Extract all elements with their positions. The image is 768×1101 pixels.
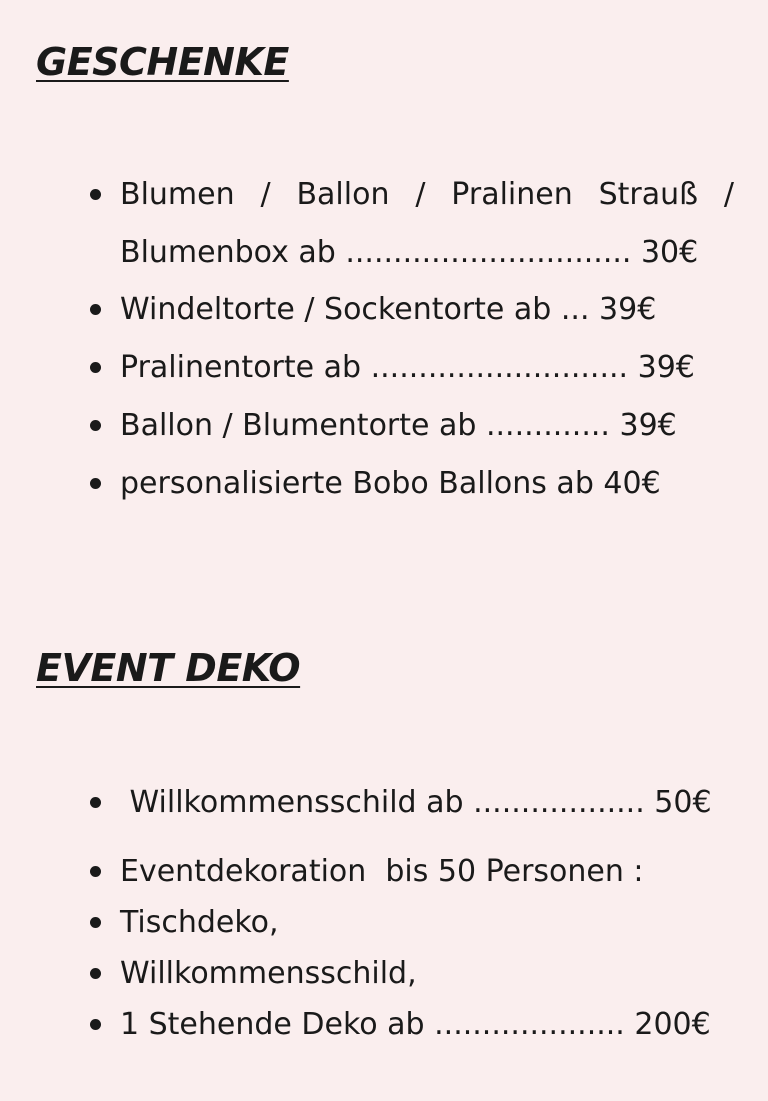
list-item-text: Eventdekoration bis 50 Personen : [120, 854, 644, 889]
bullet-icon [90, 304, 101, 315]
list-item-text [120, 176, 734, 214]
list-item-text: Willkommensschild ab .................. 50€ [120, 785, 712, 820]
list-item-text: Ballon / Blumentorte ab ............. 39€ [120, 408, 677, 443]
bullet-icon [90, 968, 101, 979]
list-item-word: / [415, 177, 426, 212]
bullet-icon [90, 917, 101, 928]
list-item-word: / [723, 177, 734, 212]
bullet-icon [90, 1019, 101, 1030]
list-item-word: Strauß [598, 177, 699, 212]
bullet-icon [90, 478, 101, 489]
list-item-text: Willkommensschild, [120, 956, 417, 991]
list-item-text: personalisierte Bobo Ballons ab 40€ [120, 466, 661, 501]
bullet-icon [90, 189, 101, 200]
list-item-text: Windeltorte / Sockentorte ab ... 39€ [120, 292, 657, 327]
bullet-icon [90, 420, 101, 431]
list-item-word: Ballon [296, 177, 390, 212]
bullet-icon [90, 866, 101, 877]
list-item-word: Pralinen [451, 177, 573, 212]
list-item-text: Tischdeko, [120, 905, 279, 940]
list-item-word: Blumen [120, 177, 235, 212]
list-item-text: 1 Stehende Deko ab .................... 200€ [120, 1007, 711, 1042]
bullet-icon [90, 362, 101, 373]
list-item-word: / [260, 177, 271, 212]
section-heading-event-deko: EVENT DEKO [36, 646, 301, 690]
list-item-continuation: Blumenbox ab .............................. 30€ [120, 235, 699, 270]
bullet-icon [90, 797, 101, 808]
list-item-text: Pralinentorte ab ........................... 39€ [120, 350, 695, 385]
section-heading-geschenke: GESCHENKE [36, 40, 289, 84]
